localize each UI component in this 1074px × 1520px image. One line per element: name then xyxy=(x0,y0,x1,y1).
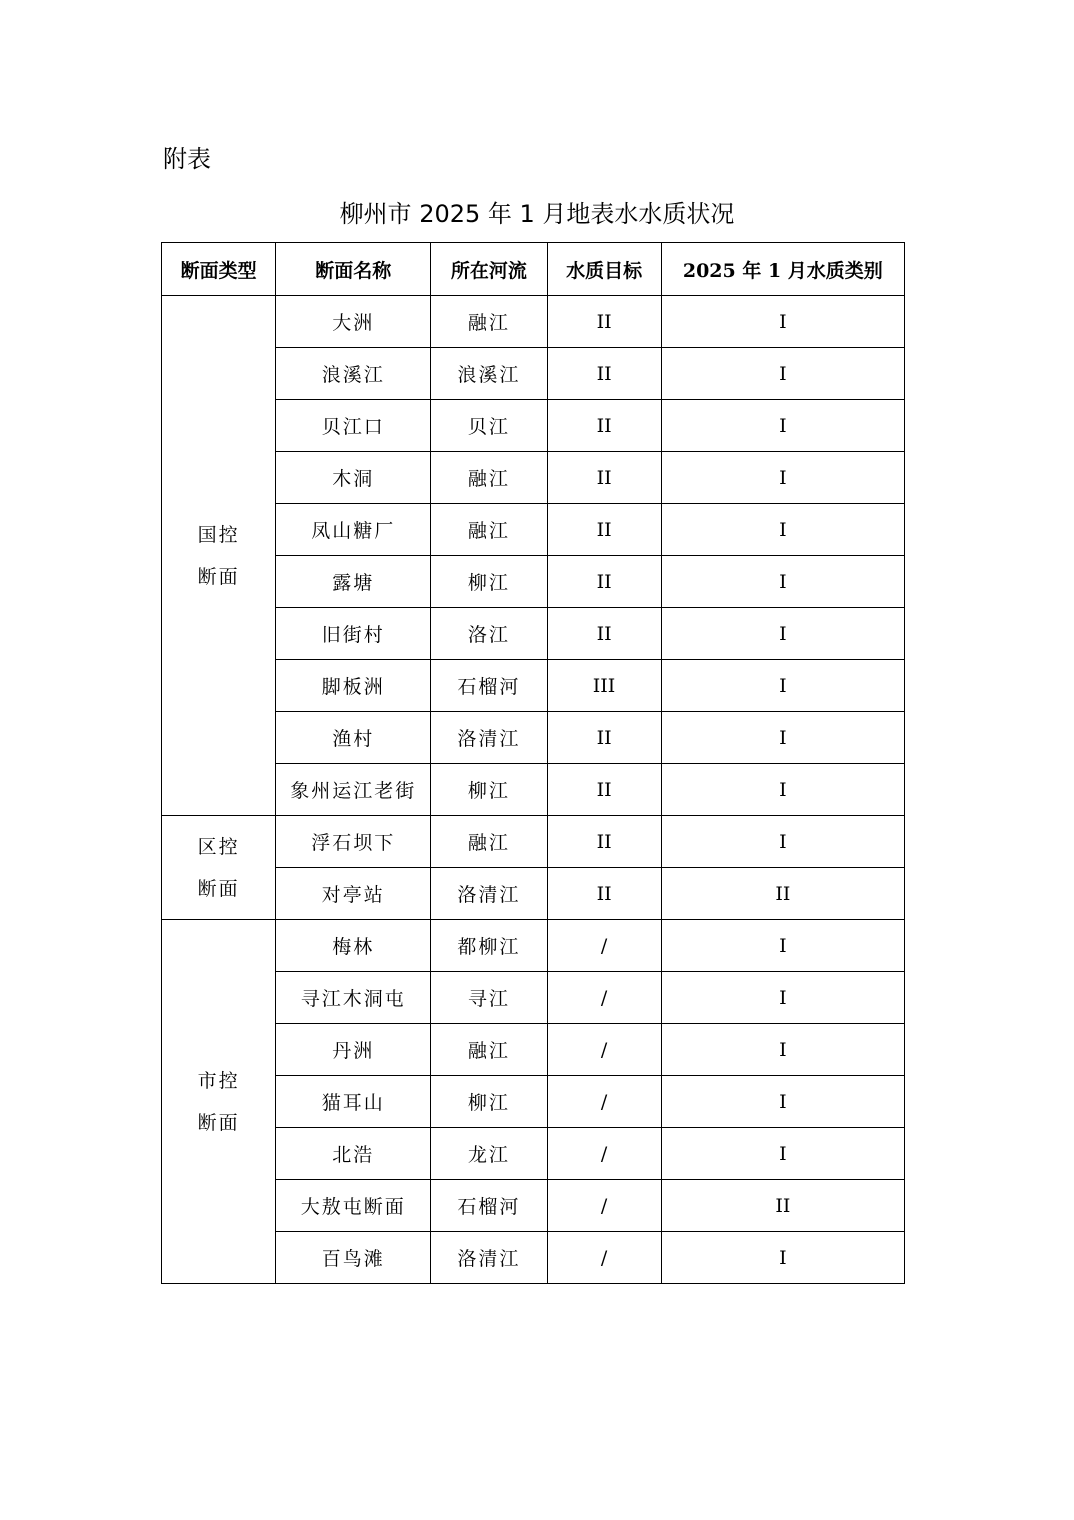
section-name-cell: 旧街村 xyxy=(276,608,431,660)
quality-result-cell: I xyxy=(661,608,904,660)
header-river: 所在河流 xyxy=(431,243,547,296)
quality-target-cell: II xyxy=(547,504,661,556)
quality-target-cell: II xyxy=(547,868,661,920)
quality-target-cell: II xyxy=(547,712,661,764)
river-cell: 浪溪江 xyxy=(431,348,547,400)
river-cell: 洛清江 xyxy=(431,712,547,764)
quality-target-cell: / xyxy=(547,1128,661,1180)
quality-result-cell: I xyxy=(661,1128,904,1180)
document-title: 柳州市 2025 年 1 月地表水水质状况 xyxy=(339,200,735,228)
section-name-cell: 渔村 xyxy=(276,712,431,764)
river-cell: 融江 xyxy=(431,816,547,868)
quality-result-cell: I xyxy=(661,556,904,608)
quality-target-cell: / xyxy=(547,1180,661,1232)
section-name-cell: 对亭站 xyxy=(276,868,431,920)
quality-result-cell: I xyxy=(661,1232,904,1284)
section-type-line: 断面 xyxy=(197,877,240,900)
river-cell: 洛江 xyxy=(431,608,547,660)
section-name-cell: 猫耳山 xyxy=(276,1076,431,1128)
section-type-line: 国控 xyxy=(197,523,240,546)
header-quality-target: 水质目标 xyxy=(547,243,661,296)
quality-target-cell: II xyxy=(547,608,661,660)
section-type-cell xyxy=(162,920,276,1284)
quality-result-cell: I xyxy=(661,660,904,712)
quality-target-cell: / xyxy=(547,1024,661,1076)
header-quality-result: 2025 年 1 月水质类别 xyxy=(661,243,904,296)
header-section-type: 断面类型 xyxy=(162,243,276,296)
water-quality-table xyxy=(161,242,905,1284)
section-name-cell: 象州运江老街 xyxy=(276,764,431,816)
river-cell: 融江 xyxy=(431,504,547,556)
section-name-cell: 凤山糖厂 xyxy=(276,504,431,556)
river-cell: 石榴河 xyxy=(431,1180,547,1232)
quality-target-cell: II xyxy=(547,816,661,868)
quality-result-cell: I xyxy=(661,764,904,816)
section-name-cell: 丹洲 xyxy=(276,1024,431,1076)
section-name-cell: 大洲 xyxy=(276,296,431,348)
quality-result-cell: I xyxy=(661,920,904,972)
section-name-cell: 脚板洲 xyxy=(276,660,431,712)
section-type-line: 区控 xyxy=(197,835,240,858)
quality-result-cell: II xyxy=(661,868,904,920)
quality-result-cell: II xyxy=(661,1180,904,1232)
table-row xyxy=(162,920,905,972)
quality-target-cell: II xyxy=(547,296,661,348)
quality-result-cell: I xyxy=(661,1076,904,1128)
section-name-cell: 梅林 xyxy=(276,920,431,972)
section-type-line: 市控 xyxy=(197,1069,240,1092)
quality-target-cell: / xyxy=(547,1232,661,1284)
quality-target-cell: II xyxy=(547,348,661,400)
river-cell: 贝江 xyxy=(431,400,547,452)
river-cell: 柳江 xyxy=(431,764,547,816)
river-cell: 龙江 xyxy=(431,1128,547,1180)
section-type-line: 断面 xyxy=(197,565,240,588)
river-cell: 洛清江 xyxy=(431,868,547,920)
header-section-name: 断面名称 xyxy=(276,243,431,296)
river-cell: 柳江 xyxy=(431,556,547,608)
quality-result-cell: I xyxy=(661,400,904,452)
quality-result-cell: I xyxy=(661,504,904,556)
table-row xyxy=(162,816,905,868)
river-cell: 融江 xyxy=(431,452,547,504)
quality-target-cell: II xyxy=(547,764,661,816)
quality-result-cell: I xyxy=(661,296,904,348)
quality-result-cell: I xyxy=(661,1024,904,1076)
river-cell: 柳江 xyxy=(431,1076,547,1128)
quality-target-cell: / xyxy=(547,1076,661,1128)
quality-target-cell: / xyxy=(547,972,661,1024)
section-name-cell: 寻江木洞屯 xyxy=(276,972,431,1024)
quality-target-cell: II xyxy=(547,400,661,452)
quality-target-cell: II xyxy=(547,452,661,504)
river-cell: 寻江 xyxy=(431,972,547,1024)
section-name-cell: 浮石坝下 xyxy=(276,816,431,868)
river-cell: 洛清江 xyxy=(431,1232,547,1284)
quality-result-cell: I xyxy=(661,972,904,1024)
section-name-cell: 浪溪江 xyxy=(276,348,431,400)
section-type-cell xyxy=(162,296,276,816)
table-row xyxy=(162,296,905,348)
section-name-cell: 贝江口 xyxy=(276,400,431,452)
section-name-cell: 大敖屯断面 xyxy=(276,1180,431,1232)
quality-target-cell: II xyxy=(547,556,661,608)
quality-result-cell: I xyxy=(661,452,904,504)
river-cell: 都柳江 xyxy=(431,920,547,972)
river-cell: 融江 xyxy=(431,1024,547,1076)
quality-result-cell: I xyxy=(661,816,904,868)
quality-result-cell: I xyxy=(661,348,904,400)
river-cell: 石榴河 xyxy=(431,660,547,712)
section-name-cell: 木洞 xyxy=(276,452,431,504)
table-body xyxy=(162,296,905,1284)
section-name-cell: 北浩 xyxy=(276,1128,431,1180)
section-name-cell: 露塘 xyxy=(276,556,431,608)
table-header-row xyxy=(162,243,905,296)
section-type-line: 断面 xyxy=(197,1111,240,1134)
section-name-cell: 百鸟滩 xyxy=(276,1232,431,1284)
quality-target-cell: / xyxy=(547,920,661,972)
quality-target-cell: III xyxy=(547,660,661,712)
quality-result-cell: I xyxy=(661,712,904,764)
section-type-cell xyxy=(162,816,276,920)
attachment-label: 附表 xyxy=(163,145,211,173)
river-cell: 融江 xyxy=(431,296,547,348)
